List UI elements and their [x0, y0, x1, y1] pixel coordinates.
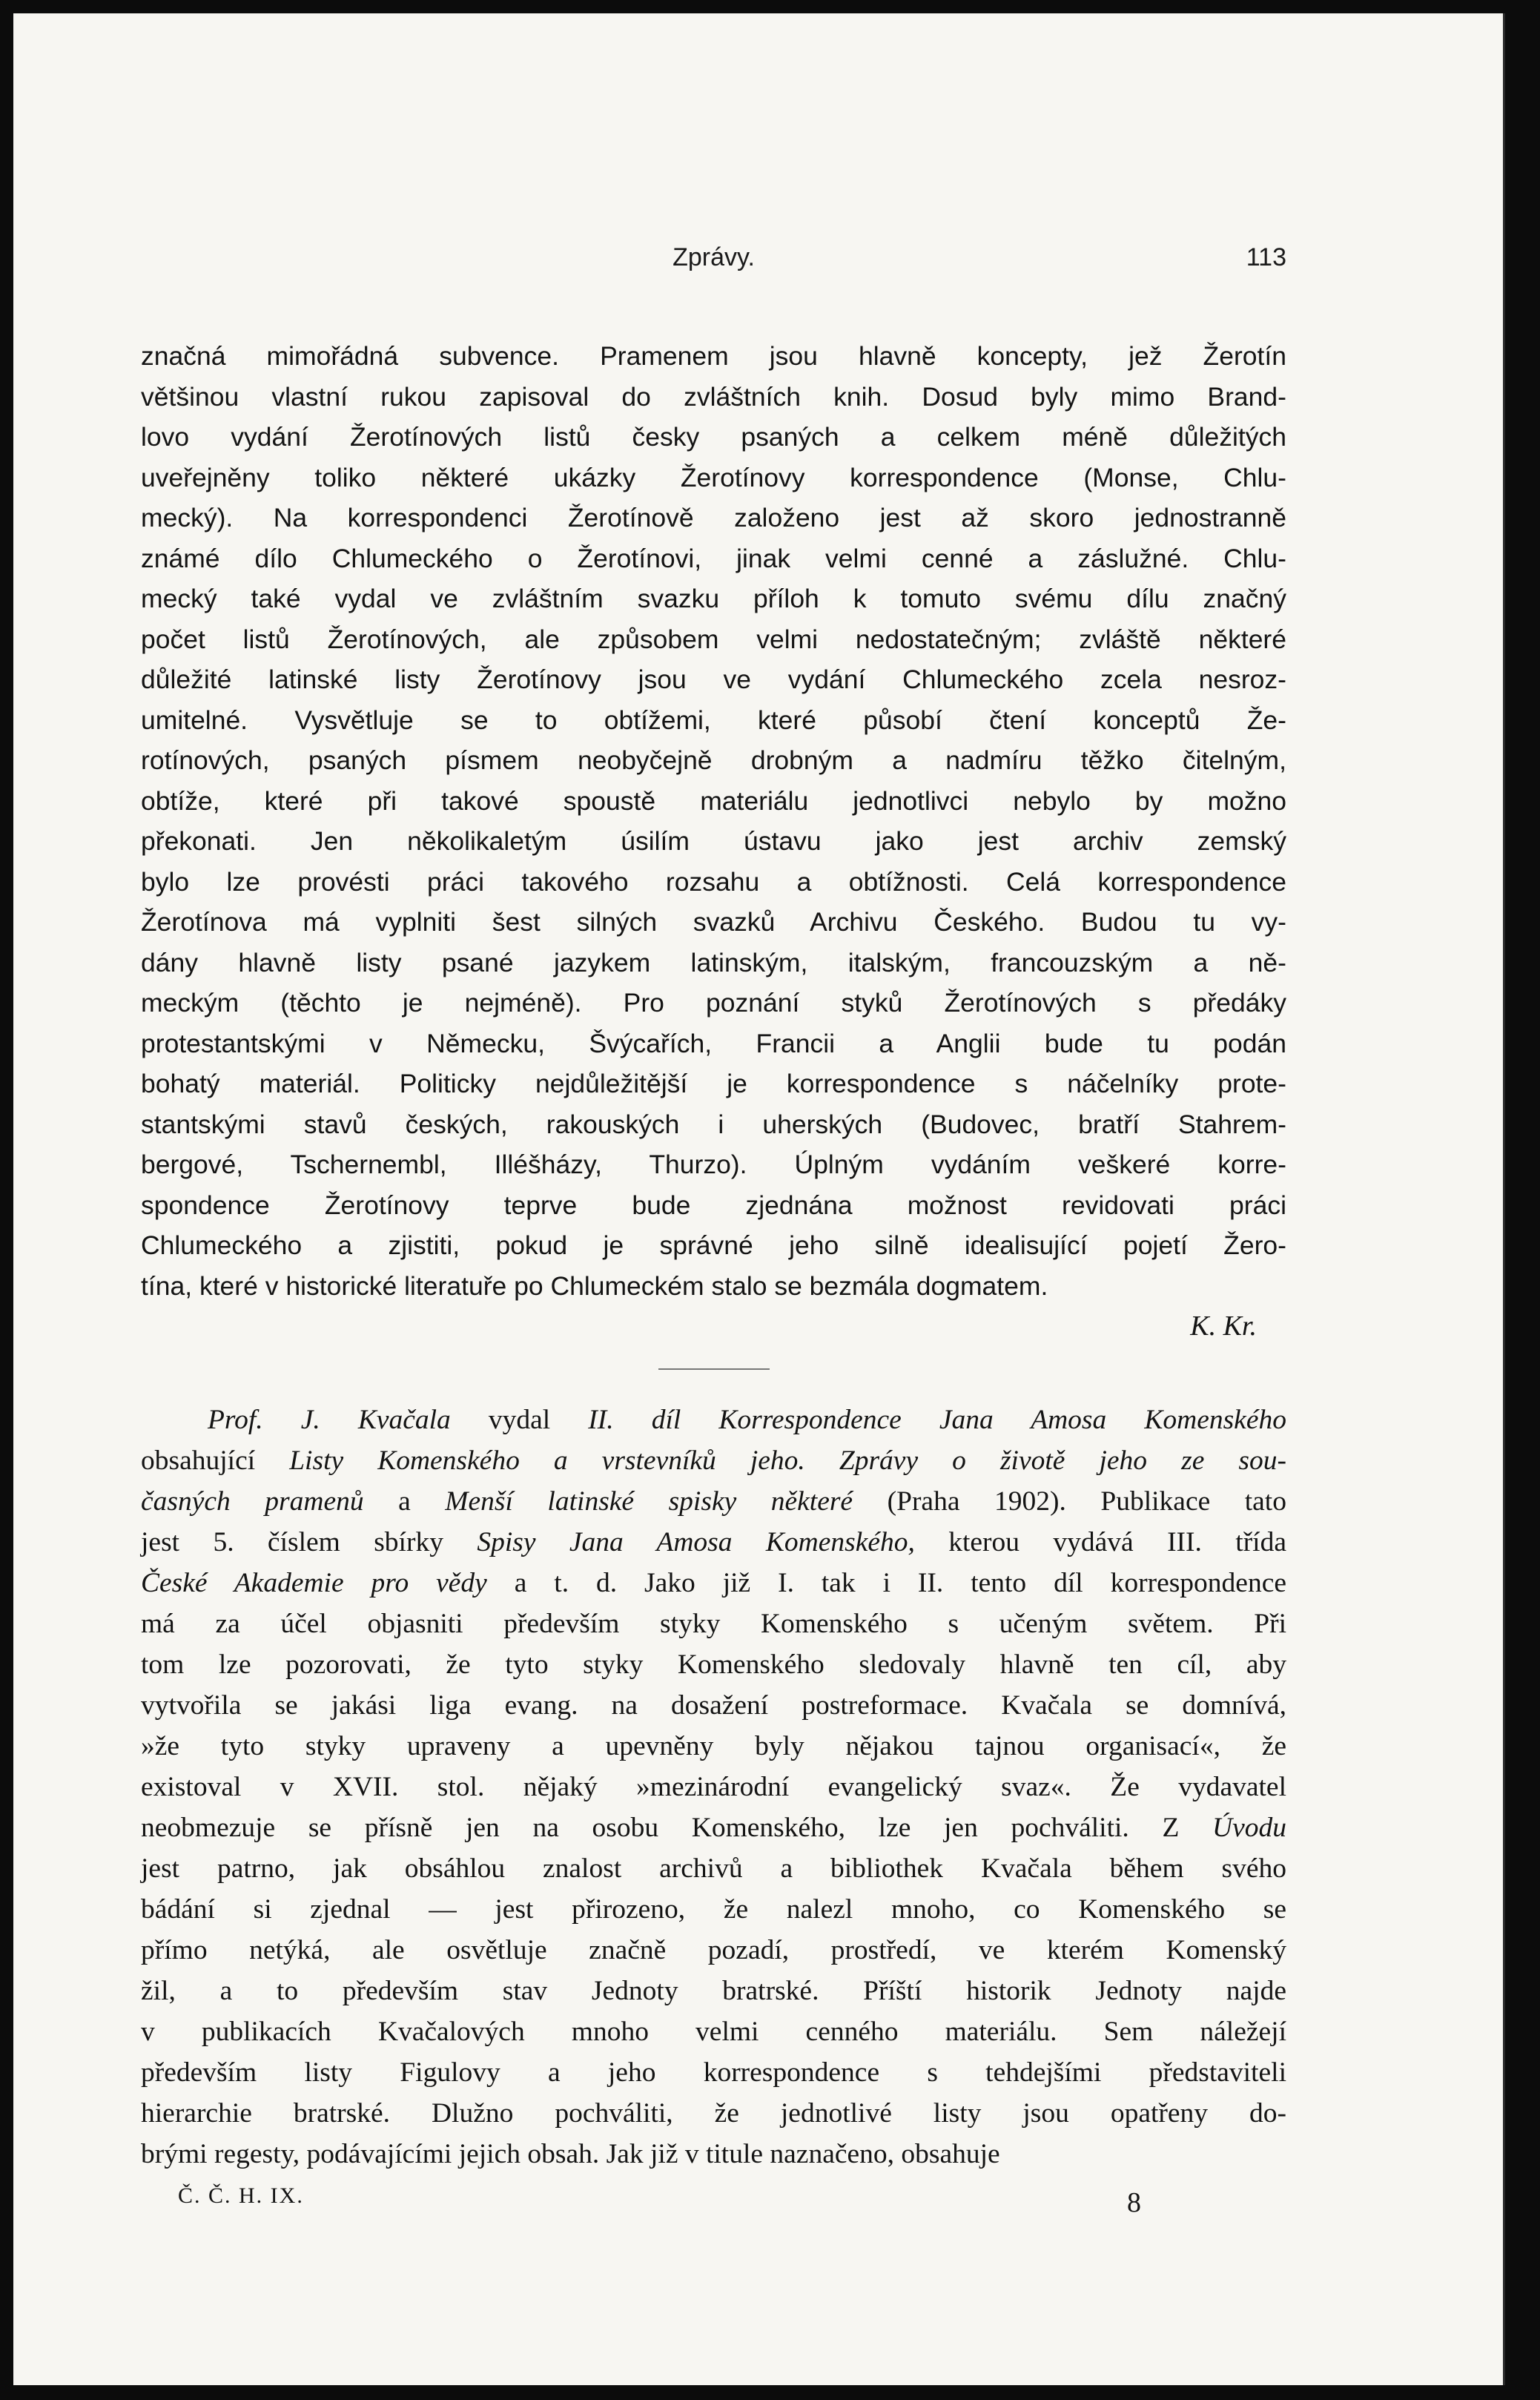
text-run: jest 5. číslem sbírky: [141, 1527, 477, 1557]
text-line: spondence Žerotínovy teprve bude zjednána možnost revidovati práci: [141, 1190, 1286, 1220]
text-line: [141, 1971, 1286, 2011]
italic-title: časných pramenů: [141, 1486, 364, 1517]
text-run: bádání si zjednal — jest přirozeno, že nalezl mnoho, co Komenského se: [141, 1894, 1286, 1925]
text-run: žil, a to především stav Jednoty bratrské. Příští historik Jednoty najde: [141, 1976, 1286, 2006]
signature-mark: Č. Č. H. IX.: [178, 2183, 304, 2208]
text-line: uveřejněny toliko některé ukázky Žerotínovy korrespondence (Monse, Chlu-: [141, 462, 1286, 492]
text-run: vytvořila se jakási liga evang. na dosažení postreformace. Kvačala se domnívá,: [141, 1690, 1286, 1721]
text-line: lovo vydání Žerotínových listů česky psaných a celkem méně důležitých: [141, 422, 1286, 452]
text-line: mecký také vydal ve zvláštním svazku příloh k tomuto svému dílu značný: [141, 584, 1286, 613]
page-body: [141, 243, 1286, 2216]
page: [13, 13, 1505, 2385]
text-run: vydal: [450, 1405, 589, 1435]
text-line: [141, 2093, 1286, 2134]
text-run: přímo netýká, ale osvětluje značně pozadí, prostředí, ve kterém Komenský: [141, 1935, 1286, 1965]
text-line: překonati. Jen několikaletým úsilím ústavu jako jest archiv zemský: [141, 826, 1286, 856]
text-line: [141, 1440, 1286, 1481]
paragraph-zerotin-correspondence: [141, 336, 1286, 1306]
page-footer: [141, 2179, 1286, 2216]
text-line: [141, 1644, 1286, 1685]
author-signature: K. Kr.: [1190, 1311, 1257, 1342]
text-line: Chlumeckého a zjistiti, pokud je správné jeho silně idealisující pojetí Žero-: [141, 1230, 1286, 1260]
text-line: [141, 1400, 1286, 1440]
text-line: [141, 1603, 1286, 1644]
text-run: (Praha 1902). Publikace tato: [853, 1486, 1286, 1517]
italic-title: České Akademie pro vědy: [141, 1568, 487, 1598]
text-line: důležité latinské listy Žerotínovy jsou ve vydání Chlumeckého zcela nesroz-: [141, 665, 1286, 694]
text-line: [141, 1522, 1286, 1563]
text-line: dány hlavně listy psané jazykem latinským, italským, francouzským a ně-: [141, 947, 1286, 978]
text-line: mecký). Na korrespondenci Žerotínově založeno jest až skoro jednostranně: [141, 503, 1286, 533]
text-line: meckým (těchto je nejméně). Pro poznání styků Žerotínových s předáky: [141, 988, 1286, 1018]
text-line: [141, 1848, 1286, 1889]
text-line: známé dílo Chlumeckého o Žerotínovi, jinak velmi cenné a záslužné. Chlu-: [141, 543, 1286, 573]
text-line: [141, 1889, 1286, 1930]
text-line: rotínových, psaných písmem neobyčejně drobným a nadmíru těžko čitelným,: [141, 745, 1286, 775]
text-run: neobmezuje se přísně jen na osobu Komenského, lze jen pochváliti. Z: [141, 1813, 1213, 1843]
running-head: [141, 243, 1286, 288]
text-line: [141, 2052, 1286, 2093]
text-run: tom lze pozorovati, že tyto styky Komenského sledovaly hlavně ten cíl, aby: [141, 1649, 1286, 1680]
text-run: jest patrno, jak obsáhlou znalost archivů a bibliothek Kvačala během svého: [141, 1853, 1286, 1884]
sheet-number: 8: [1127, 2187, 1141, 2218]
text-line: značná mimořádná subvence. Pramenem jsou hlavně koncepty, jež Žerotín: [141, 341, 1286, 371]
text-run: v publikacích Kvačalových mnoho velmi cenného materiálu. Sem náležejí: [141, 2017, 1286, 2047]
text-run: hierarchie bratrské. Dlužno pochváliti, že jednotlivé listy jsou opatřeny do-: [141, 2098, 1286, 2129]
page-number: 113: [1246, 243, 1286, 271]
italic-title: II. díl Korrespondence Jana Amosa Komenského: [588, 1405, 1286, 1435]
text-line: [141, 1807, 1286, 1848]
text-line: bergové, Tschernembl, Illéšházy, Thurzo). Úplným vydáním veškeré korre-: [141, 1150, 1286, 1179]
text-line: [141, 1563, 1286, 1603]
text-run: především listy Figulovy a jeho korrespondence s tehdejšími představiteli: [141, 2057, 1286, 2088]
text-line: [141, 2134, 1286, 2175]
text-line: počet listů Žerotínových, ale způsobem velmi nedostatečným; zvláště některé: [141, 624, 1286, 654]
italic-title: Menší latinské spisky některé: [445, 1486, 853, 1517]
italic-title: Listy Komenského a vrstevníků jeho. Zprávy o životě jeho ze sou-: [289, 1445, 1286, 1476]
text-line: bylo lze provésti práci takového rozsahu a obtížnosti. Celá korrespondence: [141, 866, 1286, 897]
text-run: a t. d. Jako již I. tak i II. tento díl korrespondence: [486, 1568, 1286, 1598]
text-run: kterou vydává III. třída: [914, 1527, 1286, 1557]
italic-title: Prof. J. Kvačala: [208, 1405, 451, 1435]
section-divider: [658, 1368, 770, 1370]
text-run: existoval v XVII. stol. nějaký »mezinárodní evangelický svaz«. Že vydavatel: [141, 1772, 1286, 1802]
text-run: a: [363, 1486, 446, 1517]
paragraph-komensky-correspondence: [141, 1400, 1286, 2175]
text-line: [141, 1726, 1286, 1767]
text-line: [141, 1685, 1286, 1726]
text-line: tína, které v historické literatuře po Chlumeckém stalo se bezmála dogmatem.: [141, 1270, 1048, 1301]
text-line: stantskými stavů českých, rakouských i uherských (Budovec, bratří Stahrem-: [141, 1109, 1286, 1139]
text-line: bohatý materiál. Politicky nejdůležitější je korrespondence s náčelníky prote-: [141, 1069, 1286, 1098]
text-line: [141, 1481, 1286, 1522]
running-title: Zprávy.: [672, 243, 755, 271]
text-line: [141, 2011, 1286, 2052]
text-run: má za účel objasniti především styky Komenského s učeným světem. Při: [141, 1609, 1286, 1639]
text-run: »že tyto styky upraveny a upevněny byly nějakou tajnou organisací«, že: [141, 1731, 1286, 1761]
text-line: Žerotínova má vyplniti šest silných svazků Archivu Českého. Budou tu vy-: [141, 907, 1286, 937]
text-run: brými regesty, podávajícími jejich obsah. Jak již v titule naznačeno, obsahuje: [141, 2139, 1000, 2169]
text-line: většinou vlastní rukou zapisoval do zvláštních knih. Dosud byly mimo Brand-: [141, 381, 1286, 412]
text-line: [141, 1767, 1286, 1807]
italic-title: Úvodu: [1212, 1813, 1286, 1843]
italic-title: Spisy Jana Amosa Komenského,: [477, 1527, 915, 1557]
text-line: obtíže, které při takové spoustě materiálu jednotlivci nebylo by možno: [141, 785, 1286, 816]
text-run: obsahující: [141, 1445, 290, 1476]
text-line: umitelné. Vysvětluje se to obtížemi, které působí čtení konceptů Že-: [141, 705, 1286, 735]
text-line: [141, 1930, 1286, 1971]
text-line: protestantskými v Německu, Švýcařích, Francii a Anglii bude tu podán: [141, 1028, 1286, 1058]
